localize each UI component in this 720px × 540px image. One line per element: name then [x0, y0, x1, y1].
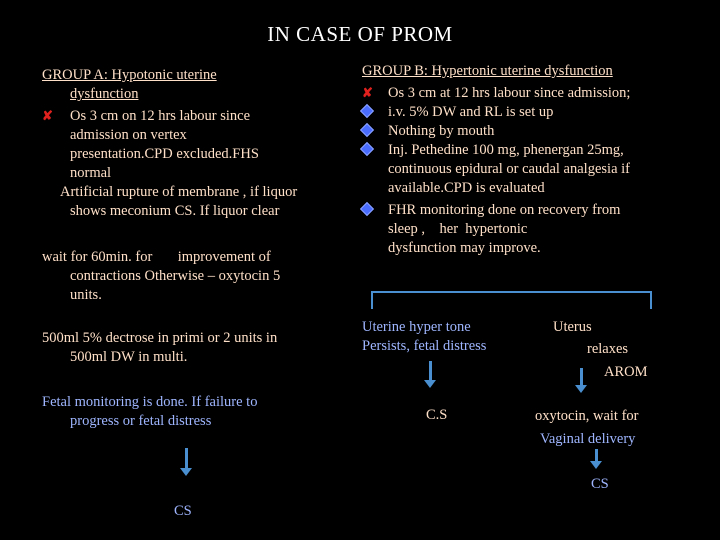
group-a-dextrose-line-1: 500ml 5% dectrose in primi or 2 units in	[42, 330, 278, 346]
group-a-dextrose-line-2: 500ml DW in multi.	[70, 349, 188, 365]
group-a-bullet-line-1: Os 3 cm on 12 hrs labour since	[70, 108, 251, 124]
group-a-fetal-line-2: progress or fetal distress	[70, 413, 212, 429]
group-a-arm-line-1: Artificial rupture of membrane , if liquor	[60, 184, 298, 200]
group-b-item-1: Os 3 cm at 12 hrs labour since admission;	[388, 85, 631, 101]
group-b-heading: GROUP B: Hypertonic uterine dysfunction	[362, 63, 613, 79]
group-a-wait-line-2: contractions Otherwise – oxytocin 5	[70, 268, 281, 284]
down-arrow-icon	[575, 385, 587, 393]
group-a-heading-line-2: dysfunction	[70, 86, 139, 102]
branch-right-drop	[650, 291, 652, 309]
group-a-heading-line-1: GROUP A: Hypotonic uterine	[42, 67, 217, 83]
group-b-item-4-line-2: continuous epidural or caudal analgesia if	[388, 161, 630, 177]
group-a-bullet-line-3: presentation.CPD excluded.FHS	[70, 146, 259, 162]
group-a-bullet-line-2: admission on vertex	[70, 127, 187, 143]
down-arrow-icon	[424, 380, 436, 388]
group-a-cs-label: CS	[174, 503, 192, 519]
group-a-arrow-shaft	[185, 448, 188, 470]
group-a-wait-line-3: units.	[70, 287, 102, 303]
group-b-item-5-line-3: dysfunction may improve.	[388, 240, 541, 256]
group-a-wait-text	[42, 248, 342, 305]
diamond-bullet-icon	[360, 104, 374, 118]
diamond-bullet-icon	[360, 202, 374, 216]
down-arrow-icon	[180, 468, 192, 476]
group-a-bullet-line-4: normal	[70, 165, 112, 181]
branch-left-line-1: Uterine hyper tone	[362, 319, 471, 335]
branch-left-cs-label: C.S	[426, 407, 448, 423]
branch-right-line-2: relaxes	[587, 341, 629, 357]
group-a-arm-line-2: shows meconium CS. If liquor clear	[70, 203, 280, 219]
group-b-item-2: i.v. 5% DW and RL is set up	[388, 104, 554, 120]
slide-title: IN CASE OF PROM	[267, 22, 453, 46]
group-b-item-5-line-1: FHR monitoring done on recovery from	[388, 202, 621, 218]
group-a-wait-line-1: wait for 60min. for improvement of	[42, 249, 271, 265]
group-a-dextrose-text	[42, 329, 342, 367]
x-bullet-icon: ✘	[42, 108, 53, 123]
group-a-arm-text	[42, 183, 352, 221]
down-arrow-icon	[590, 461, 602, 469]
branch-right-cs-label: CS	[591, 476, 609, 492]
branch-left-drop	[371, 291, 373, 309]
branch-horizontal-line	[371, 291, 651, 293]
group-a-heading	[42, 66, 342, 104]
group-b-item-5-line-2: sleep , her hypertonic	[388, 221, 528, 237]
diamond-bullet-icon	[360, 142, 374, 156]
branch-left-arrow-shaft	[429, 361, 432, 381]
group-b-item-3: Nothing by mouth	[388, 123, 495, 139]
branch-right-line-4: oxytocin, wait for	[535, 408, 639, 424]
group-b-item-4-line-1: Inj. Pethedine 100 mg, phenergan 25mg,	[388, 142, 624, 158]
group-a-fetal-text	[42, 393, 342, 431]
branch-left-line-2: Persists, fetal distress	[362, 338, 487, 354]
branch-right-arrow-shaft	[580, 368, 583, 386]
group-a-fetal-line-1: Fetal monitoring is done. If failure to	[42, 394, 258, 410]
branch-right-line-5: Vaginal delivery	[540, 431, 636, 447]
branch-right-line-1: Uterus	[553, 319, 592, 335]
group-b-list	[362, 83, 692, 258]
branch-left-text	[362, 318, 522, 356]
branch-right-line-3: AROM	[604, 364, 648, 380]
diamond-bullet-icon	[360, 123, 374, 137]
x-bullet-icon: ✘	[362, 85, 373, 100]
group-b-item-4-line-3: available.CPD is evaluated	[388, 180, 545, 196]
group-a-bullet	[42, 106, 342, 183]
